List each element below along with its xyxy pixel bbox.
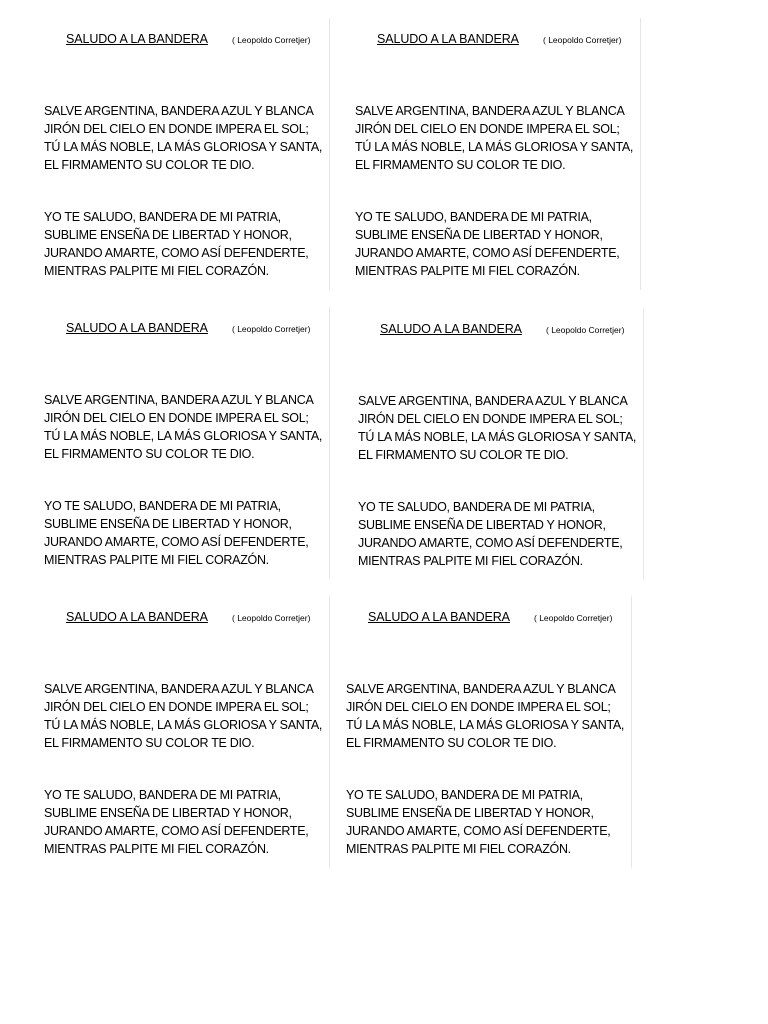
verse-line: TÚ LA MÁS NOBLE, LA MÁS GLORIOSA Y SANTA, — [355, 140, 634, 154]
verse-line: TÚ LA MÁS NOBLE, LA MÁS GLORIOSA Y SANTA, — [44, 718, 323, 732]
stanza-2 — [44, 786, 308, 858]
verse-line: JIRÓN DEL CIELO EN DONDE IMPERA EL SOL; — [44, 411, 309, 425]
poem-card — [38, 18, 330, 290]
verse-line: SUBLIME ENSEÑA DE LIBERTAD Y HONOR, — [346, 806, 594, 820]
verse-line: SUBLIME ENSEÑA DE LIBERTAD Y HONOR, — [44, 517, 292, 531]
poem-card — [38, 596, 330, 868]
verse-line: JURANDO AMARTE, COMO ASÍ DEFENDERTE, — [44, 535, 309, 549]
poem-title: SALUDO A LA BANDERA — [66, 32, 208, 46]
poem-title: SALUDO A LA BANDERA — [66, 321, 208, 335]
stanza-1 — [355, 102, 633, 174]
stanza-1 — [44, 391, 322, 463]
verse-line: JIRÓN DEL CIELO EN DONDE IMPERA EL SOL; — [44, 700, 309, 714]
verse-line: EL FIRMAMENTO SU COLOR TE DIO. — [44, 158, 255, 172]
stanza-2 — [44, 208, 308, 280]
verse-line: YO TE SALUDO, BANDERA DE MI PATRIA, — [44, 499, 281, 513]
stanza-1 — [346, 680, 624, 752]
verse-line: YO TE SALUDO, BANDERA DE MI PATRIA, — [44, 788, 281, 802]
verse-line: SALVE ARGENTINA, BANDERA AZUL Y BLANCA — [355, 104, 625, 118]
verse-line: JIRÓN DEL CIELO EN DONDE IMPERA EL SOL; — [346, 700, 611, 714]
verse-line: SUBLIME ENSEÑA DE LIBERTAD Y HONOR, — [44, 806, 292, 820]
poem-card — [352, 308, 644, 580]
poem-author: ( Leopoldo Corretjer) — [232, 613, 311, 623]
poem-author: ( Leopoldo Corretjer) — [232, 324, 311, 334]
poem-card — [38, 307, 330, 579]
stanza-2 — [44, 497, 308, 569]
verse-line: TÚ LA MÁS NOBLE, LA MÁS GLORIOSA Y SANTA, — [346, 718, 625, 732]
verse-line: MIENTRAS PALPITE MI FIEL CORAZÓN. — [44, 264, 269, 278]
poem-author: ( Leopoldo Corretjer) — [543, 35, 622, 45]
verse-line: JURANDO AMARTE, COMO ASÍ DEFENDERTE, — [355, 246, 620, 260]
verse-line: SALVE ARGENTINA, BANDERA AZUL Y BLANCA — [346, 682, 616, 696]
verse-line: SALVE ARGENTINA, BANDERA AZUL Y BLANCA — [44, 393, 314, 407]
poem-title: SALUDO A LA BANDERA — [377, 32, 519, 46]
poem-title: SALUDO A LA BANDERA — [380, 322, 522, 336]
poem-author: ( Leopoldo Corretjer) — [534, 613, 613, 623]
poem-author: ( Leopoldo Corretjer) — [546, 325, 625, 335]
verse-line: EL FIRMAMENTO SU COLOR TE DIO. — [358, 448, 569, 462]
verse-line: TÚ LA MÁS NOBLE, LA MÁS GLORIOSA Y SANTA, — [358, 430, 637, 444]
verse-line: JIRÓN DEL CIELO EN DONDE IMPERA EL SOL; — [44, 122, 309, 136]
verse-line: TÚ LA MÁS NOBLE, LA MÁS GLORIOSA Y SANTA, — [44, 140, 323, 154]
verse-line: JURANDO AMARTE, COMO ASÍ DEFENDERTE, — [358, 536, 623, 550]
stanza-1 — [44, 102, 322, 174]
verse-line: SUBLIME ENSEÑA DE LIBERTAD Y HONOR, — [44, 228, 292, 242]
verse-line: EL FIRMAMENTO SU COLOR TE DIO. — [355, 158, 566, 172]
verse-line: JIRÓN DEL CIELO EN DONDE IMPERA EL SOL; — [358, 412, 623, 426]
verse-line: MIENTRAS PALPITE MI FIEL CORAZÓN. — [44, 553, 269, 567]
verse-line: SUBLIME ENSEÑA DE LIBERTAD Y HONOR, — [355, 228, 603, 242]
verse-line: EL FIRMAMENTO SU COLOR TE DIO. — [44, 736, 255, 750]
poem-title: SALUDO A LA BANDERA — [368, 610, 510, 624]
verse-line: YO TE SALUDO, BANDERA DE MI PATRIA, — [358, 500, 595, 514]
poem-author: ( Leopoldo Corretjer) — [232, 35, 311, 45]
verse-line: MIENTRAS PALPITE MI FIEL CORAZÓN. — [346, 842, 571, 856]
verse-line: MIENTRAS PALPITE MI FIEL CORAZÓN. — [355, 264, 580, 278]
stanza-1 — [358, 392, 636, 464]
verse-line: JURANDO AMARTE, COMO ASÍ DEFENDERTE, — [44, 824, 309, 838]
verse-line: SALVE ARGENTINA, BANDERA AZUL Y BLANCA — [44, 682, 314, 696]
poem-card — [340, 596, 632, 868]
stanza-1 — [44, 680, 322, 752]
verse-line: YO TE SALUDO, BANDERA DE MI PATRIA, — [346, 788, 583, 802]
verse-line: JURANDO AMARTE, COMO ASÍ DEFENDERTE, — [44, 246, 309, 260]
poem-card — [349, 18, 641, 290]
verse-line: YO TE SALUDO, BANDERA DE MI PATRIA, — [355, 210, 592, 224]
verse-line: SALVE ARGENTINA, BANDERA AZUL Y BLANCA — [358, 394, 628, 408]
verse-line: SUBLIME ENSEÑA DE LIBERTAD Y HONOR, — [358, 518, 606, 532]
verse-line: MIENTRAS PALPITE MI FIEL CORAZÓN. — [358, 554, 583, 568]
verse-line: TÚ LA MÁS NOBLE, LA MÁS GLORIOSA Y SANTA, — [44, 429, 323, 443]
verse-line: MIENTRAS PALPITE MI FIEL CORAZÓN. — [44, 842, 269, 856]
stanza-2 — [346, 786, 610, 858]
verse-line: JIRÓN DEL CIELO EN DONDE IMPERA EL SOL; — [355, 122, 620, 136]
poem-title: SALUDO A LA BANDERA — [66, 610, 208, 624]
verse-line: EL FIRMAMENTO SU COLOR TE DIO. — [44, 447, 255, 461]
verse-line: JURANDO AMARTE, COMO ASÍ DEFENDERTE, — [346, 824, 611, 838]
verse-line: SALVE ARGENTINA, BANDERA AZUL Y BLANCA — [44, 104, 314, 118]
stanza-2 — [358, 498, 622, 570]
verse-line: EL FIRMAMENTO SU COLOR TE DIO. — [346, 736, 557, 750]
verse-line: YO TE SALUDO, BANDERA DE MI PATRIA, — [44, 210, 281, 224]
stanza-2 — [355, 208, 619, 280]
